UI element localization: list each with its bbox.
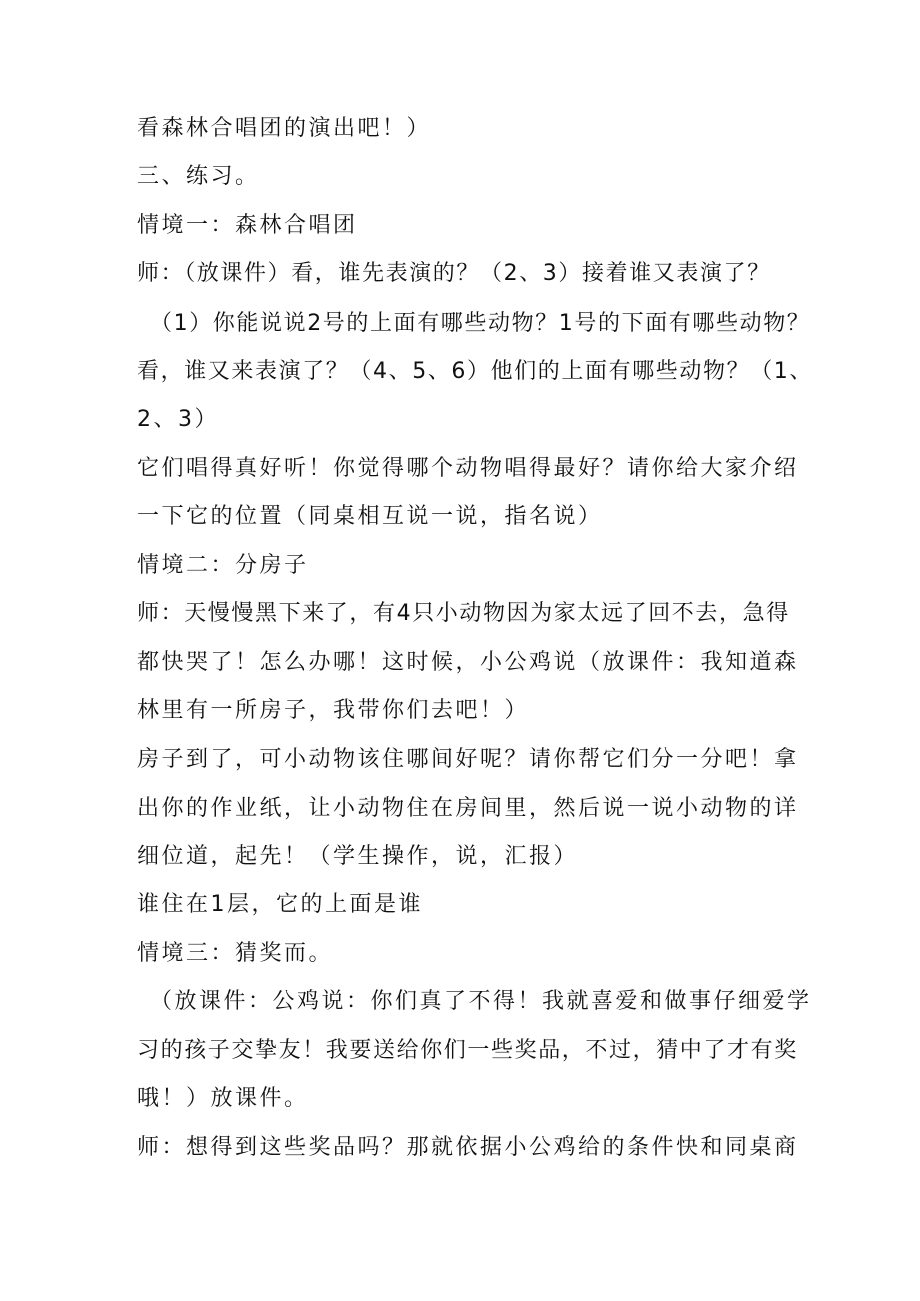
- text-line-1: 看森林合唱团的演出吧！）: [137, 116, 432, 141]
- section-heading-practice: 三、练习。: [137, 164, 260, 189]
- scenario-1-heading: 情境一：森林合唱团: [137, 213, 358, 238]
- text-line-22: 师：想得到这些奖品吗？那就依据小公鸡给的条件快和同桌商: [137, 1135, 799, 1160]
- text-line-17: 谁住在1层，它的上面是谁: [137, 892, 423, 917]
- text-line-16: 细位道，起先！（学生操作，说，汇报）: [137, 844, 579, 869]
- text-line-5: （1）你能说说2号的上面有哪些动物？1号的下面有哪些动物？: [150, 311, 811, 336]
- text-line-15: 出你的作业纸，让小动物住在房间里，然后说一说小动物的详: [137, 796, 799, 821]
- text-line-6: 看，谁又来表演了？（4、5、6）他们的上面有哪些动物？（1、: [137, 359, 813, 384]
- text-line-14: 房子到了，可小动物该住哪间好呢？请你帮它们分一分吧！拿: [137, 747, 799, 772]
- scenario-3-heading: 情境三：猜奖而。: [137, 941, 334, 966]
- text-line-12: 都快哭了！怎么办哪！这时候，小公鸡说（放课件：我知道森: [137, 650, 799, 675]
- text-line-7: 2、3）: [137, 407, 219, 432]
- scenario-2-heading: 情境二：分房子: [137, 553, 309, 578]
- text-line-20: 习的孩子交挚友！我要送给你们一些奖品，不过，猜中了才有奖: [137, 1038, 798, 1063]
- text-line-11: 师：天慢慢黑下来了，有4只小动物因为家太远了回不去，急得: [137, 601, 790, 626]
- text-line-8: 它们唱得真好听！你觉得哪个动物唱得最好？请你给大家介绍: [137, 456, 799, 481]
- text-line-4: 师：（放课件）看，谁先表演的？（2、3）接着谁又表演了？: [137, 261, 771, 286]
- text-line-21: 哦！）放课件。: [137, 1086, 309, 1111]
- text-line-9: 一下它的位置（同桌相互说一说，指名说）: [137, 504, 603, 529]
- text-line-19: （放课件：公鸡说：你们真了不得！我就喜爱和做事仔细爱学: [150, 989, 812, 1014]
- text-line-13: 林里有一所房子，我带你们去吧！）: [137, 698, 530, 723]
